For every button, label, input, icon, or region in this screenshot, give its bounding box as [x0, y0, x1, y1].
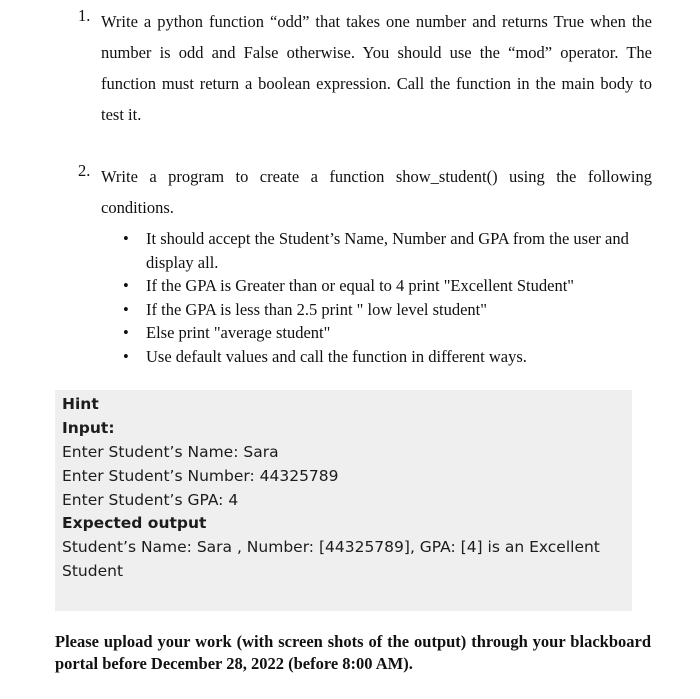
condition-item: • It should accept the Student’s Name, Number and GPA from the user and display all.	[123, 229, 629, 272]
expected-output-line-continued: Student	[62, 562, 124, 580]
bullet-icon: •	[123, 276, 129, 295]
condition-item: • Else print "average student"	[116, 321, 652, 345]
input-gpa-line: Enter Student’s GPA: 4	[62, 491, 239, 509]
input-label: Input:	[62, 419, 115, 437]
hint-box	[55, 390, 632, 611]
condition-item: • If the GPA is Greater than or equal to 4 print "Excellent Student"	[116, 274, 652, 298]
bullet-icon: •	[123, 323, 129, 342]
expected-output-line: Student’s Name: Sara , Number: [44325789], GPA: [4] is an Excellent	[62, 538, 600, 556]
question-2-number: 2.	[78, 161, 91, 180]
condition-item: • If the GPA is less than 2.5 print " low level student"	[116, 298, 652, 322]
input-number-line: Enter Student’s Number: 44325789	[62, 467, 339, 485]
input-name-line: Enter Student’s Name: Sara	[62, 443, 279, 461]
condition-item: • Use default values and call the function in different ways.	[116, 345, 652, 369]
question-2-conditions	[116, 227, 652, 368]
bullet-icon: •	[123, 299, 129, 319]
bullet-icon: •	[123, 346, 129, 366]
question-1-number: 1.	[78, 6, 91, 25]
bullet-icon: •	[123, 229, 129, 248]
expected-output-label: Expected output	[62, 514, 207, 532]
question-2-text: Write a program to create a function show_student() using the following conditions.	[101, 167, 652, 217]
question-1-text: Write a python function “odd” that takes one number and returns True when the number is odd and False otherwise. You should use the “mod” operator. The function must return a boolean expression. Call the function in the main body to test it.	[101, 12, 652, 124]
hint-title: Hint	[62, 395, 99, 413]
submission-instructions: Please upload your work (with screen shots of the output) through your blackboard portal before December 28, 2022 (before 8:00 AM).	[55, 632, 651, 673]
